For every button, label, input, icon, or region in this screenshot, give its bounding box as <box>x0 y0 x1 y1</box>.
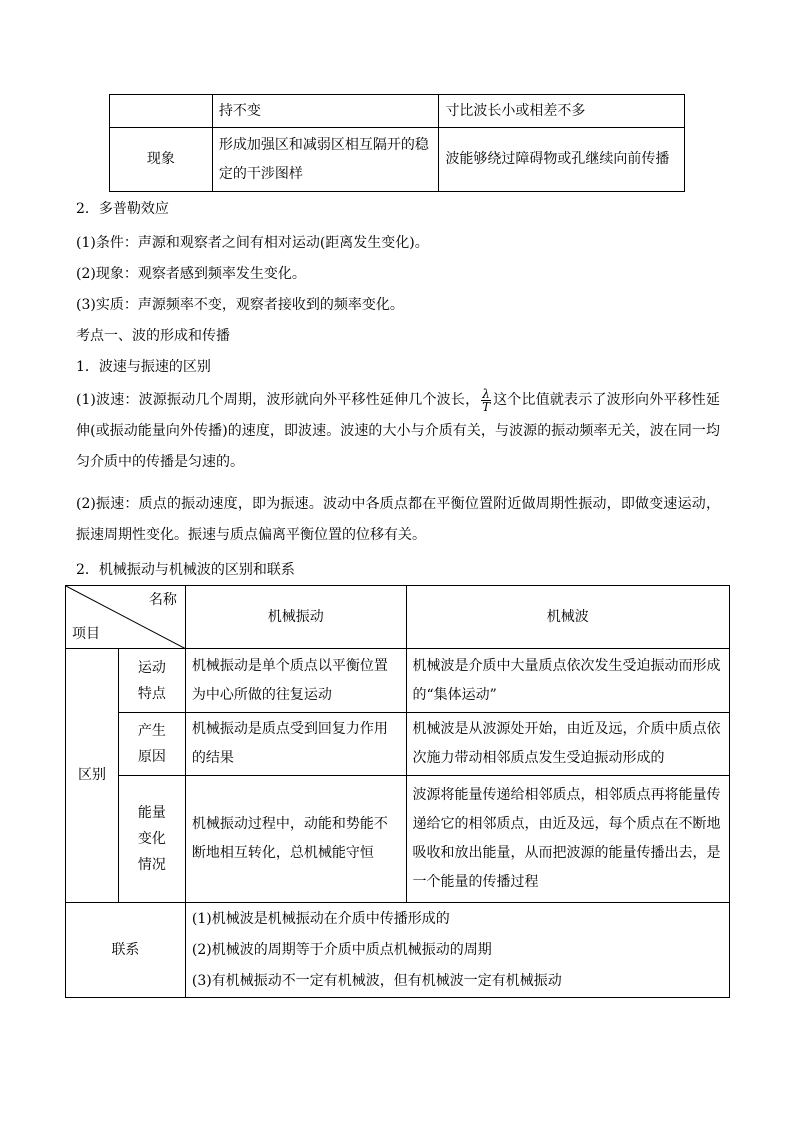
comparison-table <box>65 585 730 998</box>
top-table-r1-c1 <box>110 95 213 128</box>
group-label-difference: 区别 <box>66 649 119 903</box>
header-name-label: 名称 <box>148 592 177 608</box>
p1-before: (1)波速：波源振动几个周期，波形就向外平移性延伸几个波长， <box>76 392 480 408</box>
paragraph-vibration-speed: (2)振速：质点的振动速度，即为振速。波动中各质点都在平衡位置附近做周期性振动，即做变速运动，振速周期性变化。振速与质点偏离平衡位置的位移有关。 <box>76 496 720 543</box>
top-table-r1-c2: 持不变 <box>212 95 439 128</box>
section-heading-doppler: 2．多普勒效应 <box>76 201 169 217</box>
header-diagonal-cell <box>66 586 186 649</box>
top-table-r1-c3: 寸比波长小或相差不多 <box>439 95 685 128</box>
row-label-energy: 能量变化情况 <box>118 776 185 903</box>
top-table-r2-label: 现象 <box>110 128 213 192</box>
row-energy-vibration: 机械振动过程中，动能和势能不断地相互转化，总机械能守恒 <box>185 776 406 903</box>
row-label-motion: 运动特点 <box>118 649 185 713</box>
lambda-over-t-fraction: $\frac{\lambda}{T}$ <box>482 386 491 414</box>
kaodian-heading: 考点一、波的形成和传播 <box>76 328 230 344</box>
doppler-item-2: (2)现象：观察者感到频率发生变化。 <box>76 266 306 282</box>
header-mechanical-vibration: 机械振动 <box>185 586 406 649</box>
row-cause-vibration: 机械振动是质点受到回复力作用的结果 <box>185 713 406 776</box>
doppler-item-3: (3)实质：声源频率不变，观察者接收到的频率变化。 <box>76 297 404 313</box>
row-cause-wave: 机械波是从波源处开始，由近及远，介质中质点依次施力带动相邻质点发生受迫振动形成的 <box>406 713 729 776</box>
row-label-cause: 产生原因 <box>118 713 185 776</box>
row-motion-wave: 机械波是介质中大量质点依次发生受迫振动而形成的“集体运动” <box>406 649 729 713</box>
top-table <box>109 94 685 192</box>
link-item-1: (1)机械波是机械振动在介质中传播形成的 <box>191 910 450 927</box>
row-motion-vibration: 机械振动是单个质点以平衡位置为中心所做的往复运动 <box>185 649 406 713</box>
top-table-r2-c3: 波能够绕过障碍物或孔继续向前传播 <box>439 128 685 192</box>
subheading-wave-speed: 1．波速与振速的区别 <box>76 359 211 375</box>
subheading-comparison: 2．机械振动与机械波的区别和联系 <box>76 562 295 578</box>
header-item-label: 项目 <box>72 626 100 642</box>
link-item-2: (2)机械波的周期等于介质中质点机械振动的周期 <box>191 941 492 958</box>
doppler-item-1: (1)条件：声源和观察者之间有相对运动(距离发生变化)。 <box>76 235 429 251</box>
header-mechanical-wave: 机械波 <box>406 586 729 649</box>
p1-after: 这个比值就表示了波形向外平移性延伸(或振动能量向外传播)的速度，即波速。波速的大小与介质有关，与波源的振动频率无关，波在同一均匀介质中的传播是匀速的。 <box>76 392 720 470</box>
link-label: 联系 <box>66 903 186 998</box>
row-energy-wave: 波源将能量传递给相邻质点，相邻质点再将能量传递给它的相邻质点，由近及远，每个质点在不断地吸收和放出能量，从而把波源的能量传播出去，是一个能量的传播过程 <box>406 776 729 903</box>
link-content <box>185 903 729 998</box>
paragraph-wave-speed <box>76 385 720 478</box>
link-item-3: (3)有机械振动不一定有机械波，但有机械波一定有机械振动 <box>191 972 562 989</box>
top-table-r2-c2: 形成加强区和减弱区相互隔开的稳定的干涉图样 <box>212 128 439 192</box>
